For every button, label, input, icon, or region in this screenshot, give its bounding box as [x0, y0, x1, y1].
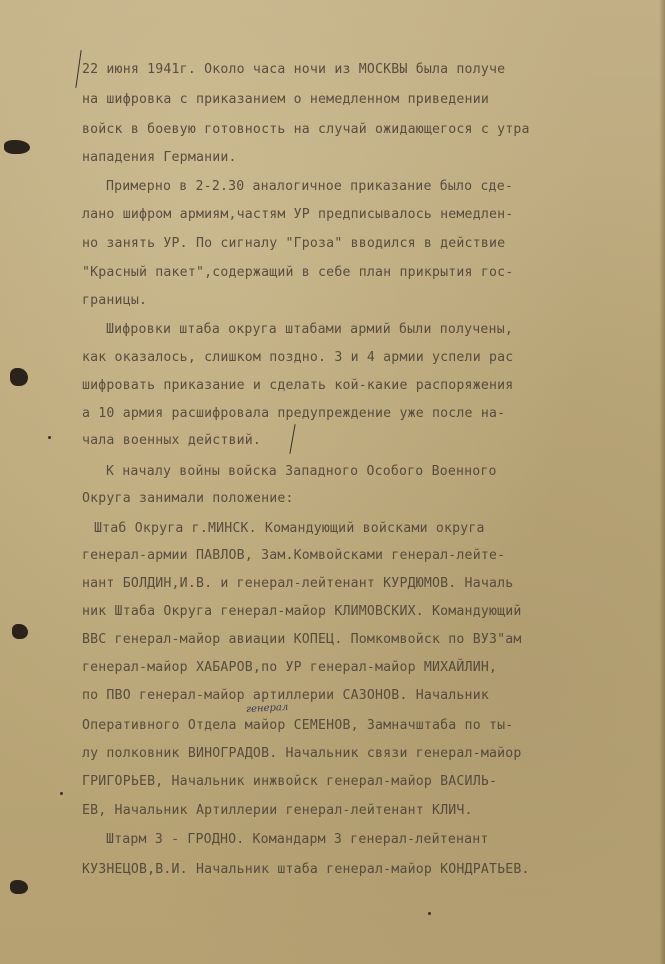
- text-line: Оперативного Отдела майор СЕМЕНОВ, Замначштаба по ты-: [82, 718, 514, 733]
- text-line: по ПВО генерал-майор артиллерии САЗОНОВ. Начальник: [82, 688, 489, 703]
- text-line: как оказалось, слишком поздно. 3 и 4 армии успели рас: [82, 350, 514, 365]
- text-line: нападения Германии.: [82, 150, 237, 165]
- text-line: лано шифром армиям,частям УР предписывалось немедлен-: [82, 207, 514, 222]
- text-line: "Красный пакет",содержащий в себе план прикрытия гос-: [82, 265, 514, 280]
- text-line: ЕВ, Начальник Артиллерии генерал-лейтенант КЛИЧ.: [82, 803, 473, 818]
- text-line: генерал-армии ПАВЛОВ, Зам.Комвойсками генерал-лейте-: [82, 548, 506, 563]
- text-line: ГРИГОРЬЕВ, Начальник инжвойск генерал-майор ВАСИЛЬ-: [82, 774, 498, 789]
- stray-mark: [428, 912, 431, 915]
- handwritten-insert: генерал: [245, 701, 289, 716]
- text-line: чала военных действий.: [82, 433, 262, 448]
- pencil-bracket-mark: [75, 50, 81, 88]
- ink-blot-mark: [10, 880, 28, 894]
- text-line: ник Штаба Округа генерал-майор КЛИМОВСКИХ. Командующий: [82, 604, 522, 619]
- stray-mark: [48, 436, 51, 439]
- stray-mark: [60, 792, 63, 795]
- ink-blot-mark: [4, 140, 30, 154]
- ink-blot-mark: [10, 368, 28, 386]
- text-line: на шифровка с приказанием о немедленном приведении: [82, 92, 489, 107]
- text-line: нант БОЛДИН,И.В. и генерал-лейтенант КУРДЮМОВ. Началь: [82, 576, 514, 591]
- page-edge-shadow: [659, 0, 665, 964]
- text-line: Шифровки штаба округа штабами армий были получены,: [106, 322, 513, 337]
- text-line: Штарм 3 - ГРОДНО. Командарм 3 генерал-лейтенант: [106, 832, 489, 847]
- pencil-bracket-mark: [289, 424, 295, 454]
- text-line: Округа занимали положение:: [82, 491, 294, 506]
- text-line: К началу войны войска Западного Особого Военного: [106, 464, 497, 479]
- text-line: ВВС генерал-майор авиации КОПЕЦ. Помкомвойск по ВУЗ"ам: [82, 632, 522, 647]
- text-line: войск в боевую готовность на случай ожидающегося с утра: [82, 122, 530, 137]
- text-line: КУЗНЕЦОВ,В.И. Начальник штаба генерал-майор КОНДРАТЬЕВ.: [82, 862, 530, 877]
- text-line: Штаб Округа г.МИНСК. Командующий войсками округа: [94, 521, 485, 536]
- ink-blot-mark: [12, 624, 28, 639]
- text-line: 22 июня 1941г. Около часа ночи из МОСКВЫ была получе: [82, 62, 506, 77]
- text-line: границы.: [82, 293, 148, 308]
- text-line: Примерно в 2-2.30 аналогичное приказание было сде-: [106, 179, 513, 194]
- text-line: лу полковник ВИНОГРАДОВ. Начальник связи генерал-майор: [82, 746, 522, 761]
- text-line: шифровать приказание и сделать кой-какие распоряжения: [82, 378, 514, 393]
- text-line: генерал-майор ХАБАРОВ,по УР генерал-майор МИХАЙЛИН,: [82, 660, 498, 675]
- text-line: а 10 армия расшифровала предупреждение уже после на-: [82, 406, 506, 421]
- text-line: но занять УР. По сигналу "Гроза" вводился в действие: [82, 236, 506, 251]
